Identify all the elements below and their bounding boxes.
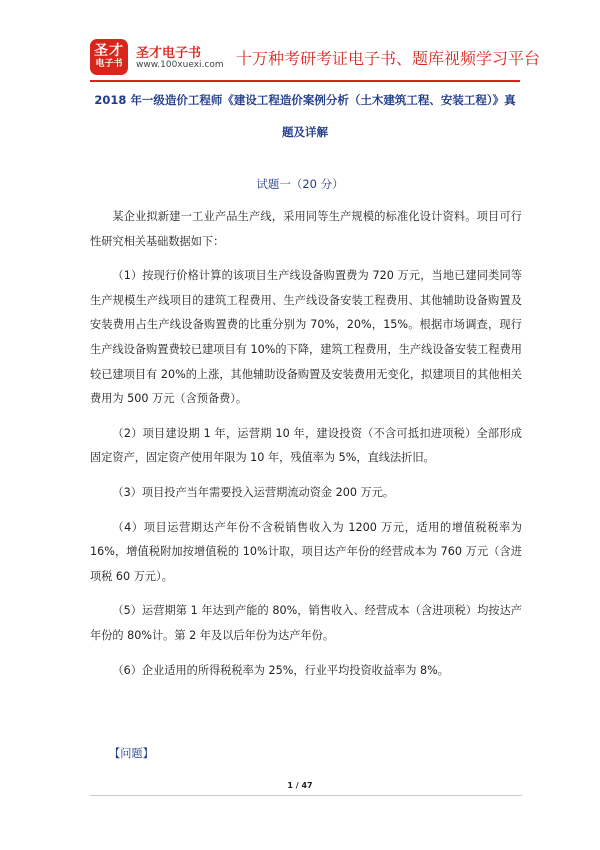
document-title: 2018 年一级造价工程师《建设工程造价案例分析（土木建筑工程、安装工程）》真题及详解	[94, 93, 516, 139]
header-slogan: 十万种考研考证电子书、题库视频学习平台	[236, 49, 541, 68]
brand-name: 圣才电子书	[136, 46, 202, 61]
brand-url: www.100xuexi.com	[136, 60, 224, 70]
paragraph-item-5: （5）运营期第 1 年达到产能的 80%，销售收入、经营成本（含进项税）均按达产年份的 80%计。第 2 年及以后年份为达产年份。	[90, 604, 522, 642]
paragraph-intro: 某企业拟新建一工业产品生产线，采用同等生产规模的标准化设计资料。项目可行性研究相关基础数据如下：	[90, 210, 522, 248]
paragraph-item-6: （6）企业适用的所得税税率为 25%，行业平均投资收益率为 8%。	[112, 663, 449, 677]
paragraph-item-4: （4）项目运营期达产年份不含税销售收入为 1200 万元，适用的增值税税率为 16%，增值税附加按增值税的 10%计取，项目达产年份的经营成本为 760 万元（含进项税 60 万元）。	[90, 520, 522, 583]
document-body	[90, 205, 522, 693]
question-label: 【问题】	[109, 747, 154, 760]
page-number: 1 / 47	[287, 781, 313, 790]
brand-logo	[90, 39, 128, 75]
header-divider	[90, 80, 520, 82]
paragraph-item-1: （1）按现行价格计算的该项目生产线设备购置费为 720 万元，当地已建同类同等生产规模生产线项目的建筑工程费用、生产线设备安装工程费用、其他辅助设备购置及安装费用占生产线设备购置费的比重分别为 70%，20%，15%。根据市场调查，现行生产线设备购置费较已建项目有 10%的下降，建筑工程费用，生产线设备安装工程费用较已建项目有 20%的上涨，其他辅助设备购置及安装费用无变化，拟建项目的其他相关费用为 500 万元（含预备费）。	[90, 269, 522, 406]
footer-divider	[90, 795, 522, 796]
page-header	[0, 0, 600, 82]
section-heading: 试题一（20 分）	[256, 177, 344, 191]
logo-line2: 电子书	[95, 59, 123, 69]
logo-line1: 圣才	[94, 43, 124, 59]
paragraph-item-2: （2）项目建设期 1 年，运营期 10 年，建设投资（不含可抵扣进项税）全部形成固定资产，固定资产使用年限为 10 年，残值率为 5%，直线法折旧。	[90, 426, 522, 465]
paragraph-item-3: （3）项目投产当年需要投入运营期流动资金 200 万元。	[112, 485, 395, 499]
